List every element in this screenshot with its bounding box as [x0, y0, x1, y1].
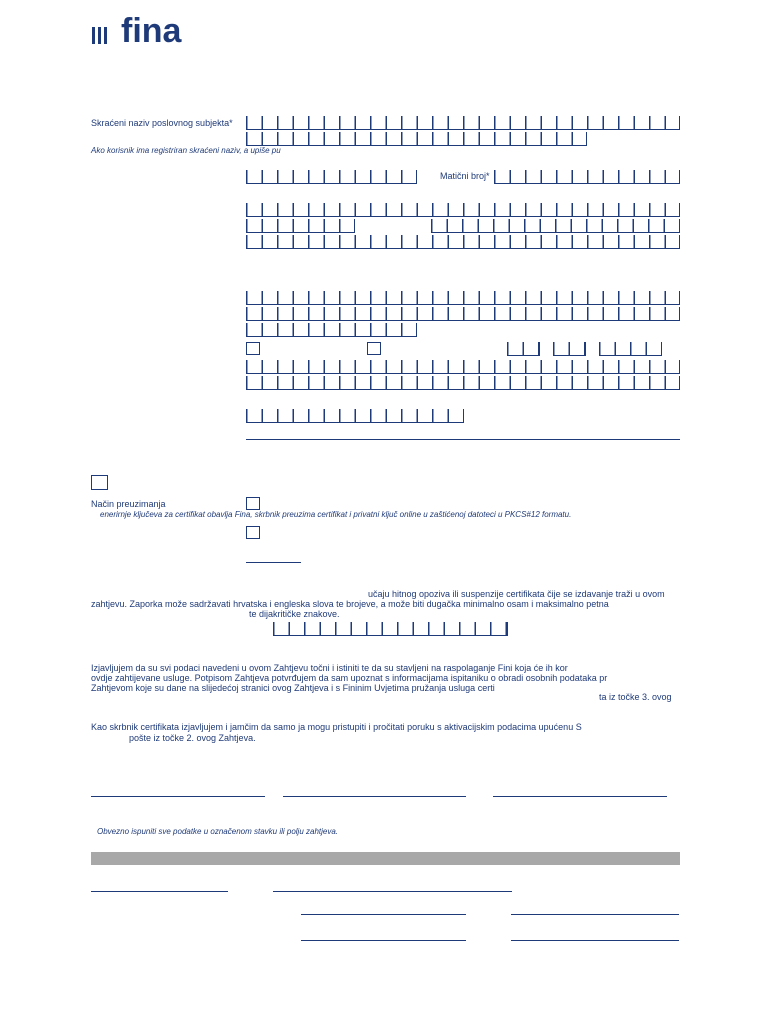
short-name-label: Skraćeni naziv poslovnog subjekta* — [91, 118, 233, 128]
fina-line-5[interactable] — [301, 940, 466, 941]
fina-line-6[interactable] — [511, 940, 679, 941]
birth-month-input[interactable] — [553, 342, 586, 356]
short-name-note: Ako korisnik ima registriran skraćeni naziv, a upiše pu — [91, 146, 281, 155]
pickup-label: Način preuzimanja — [91, 499, 166, 509]
reg-number-label: Matični broj* — [440, 171, 490, 181]
declaration-line2: ovdje zahtijevane usluge. Potpisom Zahtjeva potvrđujem da sam upoznat s informacijama ispitaniku o obradi osobnih podataka pr — [91, 673, 608, 683]
signature-line-main[interactable] — [246, 439, 680, 440]
declaration-line1: Izjavljujem da su svi podaci navedeni u ovom Zahtjevu točni i istiniti te da su stavljeni na raspolaganje Fini koja će ih kor — [91, 663, 568, 673]
fina-section-bar — [91, 852, 680, 865]
declaration-line4: ta iz točke 3. ovog — [599, 692, 672, 702]
reg-number-input[interactable] — [494, 170, 680, 184]
password-text-line2: zahtjevu. Zaporka može sadržavati hrvatska i engleska slova te brojeve, a može biti dugačka minimalno osam i maksimalno petna — [91, 599, 609, 609]
address-input-row3[interactable] — [246, 235, 680, 249]
custodian-signature-line[interactable] — [493, 796, 667, 797]
short-name-input-row1[interactable] — [246, 116, 680, 130]
fina-line-2[interactable] — [273, 891, 512, 892]
oib-input[interactable] — [246, 170, 417, 184]
declaration-line3: Zahtjevom koje su dane na slijedećoj stranici ovog Zahtjeva i s Fininim Uvjetima pružanja usluga certi — [91, 683, 495, 693]
postal-code-input[interactable] — [246, 219, 355, 233]
password-text-line1: učaju hitnog opoziva ili suspenzije certifikata čije se izdavanje traži u ovom — [368, 589, 665, 599]
address-input-row1[interactable] — [246, 203, 680, 217]
custodian-name-input[interactable] — [246, 291, 680, 305]
email-input-row1[interactable] — [246, 360, 680, 374]
email-input-row2[interactable] — [246, 376, 680, 390]
phone-input[interactable] — [246, 409, 464, 423]
custodian-oib-input[interactable] — [246, 323, 417, 337]
fina-line-3[interactable] — [301, 914, 466, 915]
pickup-note: enerirnje ključeva za certifikat obavlja Fina, skrbnik preuzima certifikat i privatni ključ online u zaštićenoj datoteci u PKCS#12 formatu. — [100, 510, 572, 519]
fina-line-4[interactable] — [511, 914, 679, 915]
checkbox-option-a[interactable] — [246, 342, 260, 355]
custodian-statement-line1: Kao skrbnik certifikata izjavljujem i jamčim da samo ja mogu pristupiti i pročitati poruku s aktivacijskim podacima upućenu S — [91, 722, 582, 732]
pickup-other-checkbox[interactable] — [246, 526, 260, 539]
custodian-statement-line2: pošte iz točke 2. ovog Zahtjeva. — [129, 733, 256, 743]
footnote: Obvezno ispuniti sve podatke u označenom stavku ili polju zahtjeva. — [97, 827, 339, 836]
short-name-input-row2[interactable] — [246, 132, 587, 146]
password-text-line3: te dijakritičke znakove. — [249, 609, 340, 619]
logo-bars-icon — [92, 27, 110, 49]
city-input[interactable] — [431, 219, 680, 233]
birth-year-input[interactable] — [599, 342, 662, 356]
checkbox-option-b[interactable] — [367, 342, 381, 355]
fina-logo: fina — [121, 12, 182, 50]
place-date-line[interactable] — [91, 796, 265, 797]
pickup-underline — [246, 562, 301, 563]
custodian-surname-input[interactable] — [246, 307, 680, 321]
pickup-section-checkbox[interactable] — [91, 475, 108, 490]
birth-day-input[interactable] — [507, 342, 540, 356]
custodian-name-line[interactable] — [283, 796, 466, 797]
fina-line-1[interactable] — [91, 891, 228, 892]
password-input[interactable] — [273, 622, 508, 636]
